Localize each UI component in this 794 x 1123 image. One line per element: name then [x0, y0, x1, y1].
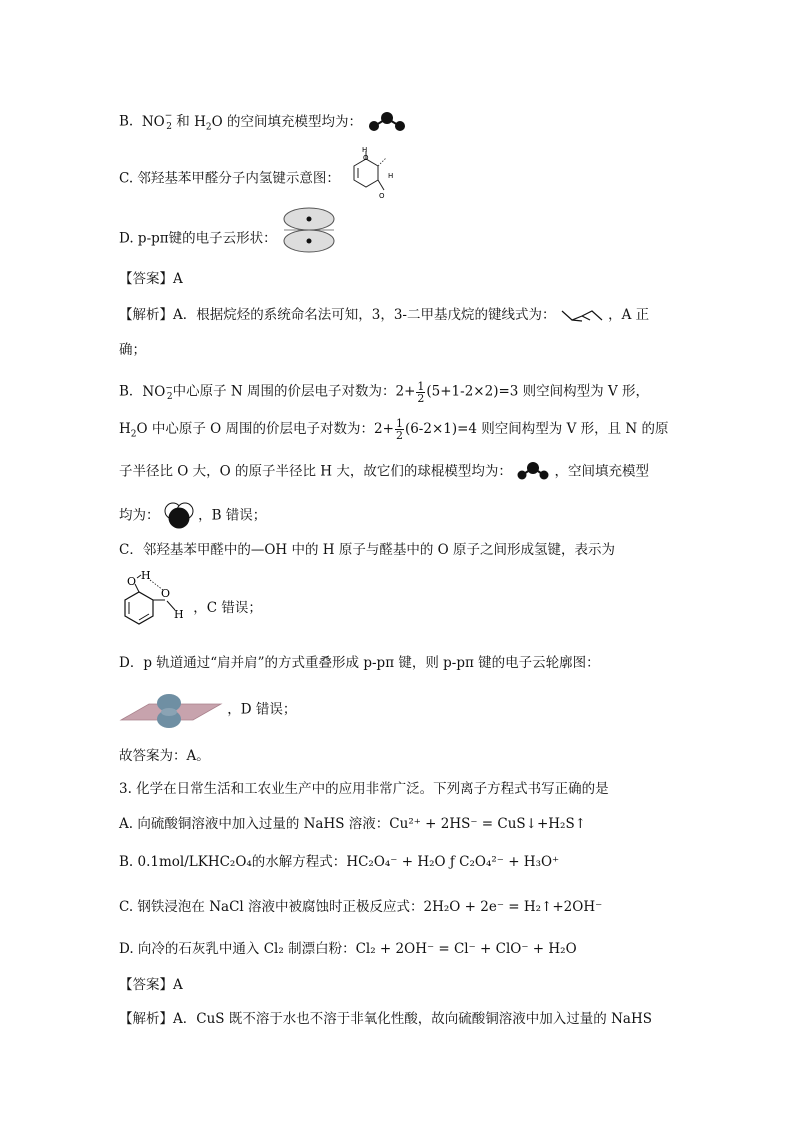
analysis-a: [119, 305, 649, 325]
option-d: [119, 223, 337, 255]
option-b-label: B.: [119, 113, 134, 130]
q3-option-b: B. 0.1mol/LKHC₂O₄的水解方程式：HC₂O₄⁻ + H₂O ƒ C₂O₄²⁻ + H₃O⁺: [119, 854, 560, 870]
skeletal-formula-icon: [560, 308, 604, 324]
analysis-d-line1: D．p 轨道通过“肩并肩”的方式重叠形成 p-pπ 键，则 p-pπ 键的电子云轮廓图：: [119, 655, 600, 671]
no2-formula: $NO^-_2$: [141, 111, 173, 133]
ball-stick-model-icon: [516, 461, 550, 483]
q3-d-equation: Cl₂ + 2OH⁻ = Cl⁻ + ClO⁻ + H₂O: [355, 941, 577, 957]
conclusion: 故答案为：A。: [119, 748, 210, 764]
q3-a-equation: Cu²⁺ + 2HS⁻ = CuS↓+H₂S↑: [389, 816, 587, 832]
pi-bond-cloud-icon: [119, 688, 223, 732]
svg-text:H: H: [362, 146, 368, 154]
hydrogen-bond-structure-icon: [119, 570, 189, 634]
analysis-b-line1: B．$NO^-_2$中心原子 N 周围的价层电子对数为：2+ $\frac{1}{2}$ (5+1-2×2)=3 则空间构型为 V 形，: [119, 379, 649, 405]
q3-option-d: D. 向冷的石灰乳中通入 Cl₂ 制漂白粉：Cl₂ + 2OH⁻ = Cl⁻ + ClO⁻ + H₂O: [119, 941, 577, 957]
svg-text:H: H: [388, 172, 394, 180]
q3-b-equation: HC₂O₄⁻ + H₂O ƒ C₂O₄²⁻ + H₃O⁺: [346, 854, 560, 870]
analysis-d-line2: ，D 错误；: [119, 688, 296, 732]
h2o-formula: $H_2O$ 的空间填充模型均为：: [194, 113, 362, 133]
analysis-a-line2: 确；: [119, 342, 146, 358]
no2-ion: $NO^-_2$: [142, 383, 173, 403]
svg-text:O: O: [379, 192, 385, 200]
svg-text:H: H: [141, 570, 151, 582]
analysis-b-line3: 子半径比 O 大，O 的原子半径比 H 大，故它们的球棍模型均为： ，空间填充模型: [119, 461, 649, 483]
analysis-a-tail: ，A 正: [608, 307, 650, 323]
q3-stem: 3. 化学在日常生活和工农业生产中的应用非常广泛。下列离子方程式书写正确的是: [119, 781, 609, 797]
q3-option-a: A. 向硫酸铜溶液中加入过量的 NaHS 溶液：Cu²⁺ + 2HS⁻ = CuS↓+H₂S↑: [119, 816, 587, 832]
analysis-c-line1: C．邻羟基苯甲醛中的—OH 中的 H 原子与醛基中的 O 原子之间形成氢键，表示为: [119, 542, 615, 558]
half-fraction: $\frac{1}{2}$: [417, 379, 425, 405]
analysis-a-head: 【解析】A．根据烷烃的系统命名法可知，3，3-二甲基戊烷的键线式为：: [119, 307, 556, 323]
svg-text:O: O: [161, 587, 171, 600]
analysis-b-line4: 均为： ，B 错误；: [119, 502, 266, 530]
svg-text:O: O: [363, 154, 369, 162]
svg-text:O: O: [127, 575, 137, 588]
svg-text:H: H: [174, 608, 184, 621]
half-fraction-2: $\frac{1}{2}$: [395, 417, 403, 442]
option-d-text: D. p-pπ键的电子云形状：: [119, 230, 277, 247]
hydrogen-bond-diagram-icon: [344, 144, 404, 200]
option-c: [119, 146, 404, 200]
analysis-2: 【解析】A．CuS 既不溶于水也不溶于非氧化性酸，故向硫酸铜溶液中加入过量的 NaHS: [119, 1011, 652, 1027]
option-c-text: C. 邻羟基苯甲醛分子内氢键示意图：: [119, 170, 340, 187]
answer-1: 【答案】A: [119, 271, 183, 287]
q3-c-equation: 2H₂O + 2e⁻ = H₂↑+2OH⁻: [423, 899, 603, 915]
answer-2: 【答案】A: [119, 977, 183, 993]
and-word: 和: [176, 113, 190, 130]
space-filling-model-icon: [164, 502, 194, 530]
analysis-b-line2: $H_2O$ 中心原子 O 周围的价层电子对数为：2+ $\frac{1}{2}$ (6-2×1)=4 则空间构型为 V 形，且 N 的原: [119, 417, 669, 442]
q3-option-c: C. 钢铁浸泡在 NaCl 溶液中被腐蚀时正极反应式：2H₂O + 2e⁻ = H₂↑+2OH⁻: [119, 899, 603, 915]
molecule-fill-icon: [366, 110, 408, 134]
p-p-pi-cloud-icon: [281, 205, 337, 255]
analysis-c-line2: O H O H ，C 错误；: [119, 570, 262, 634]
option-b: [119, 108, 408, 137]
